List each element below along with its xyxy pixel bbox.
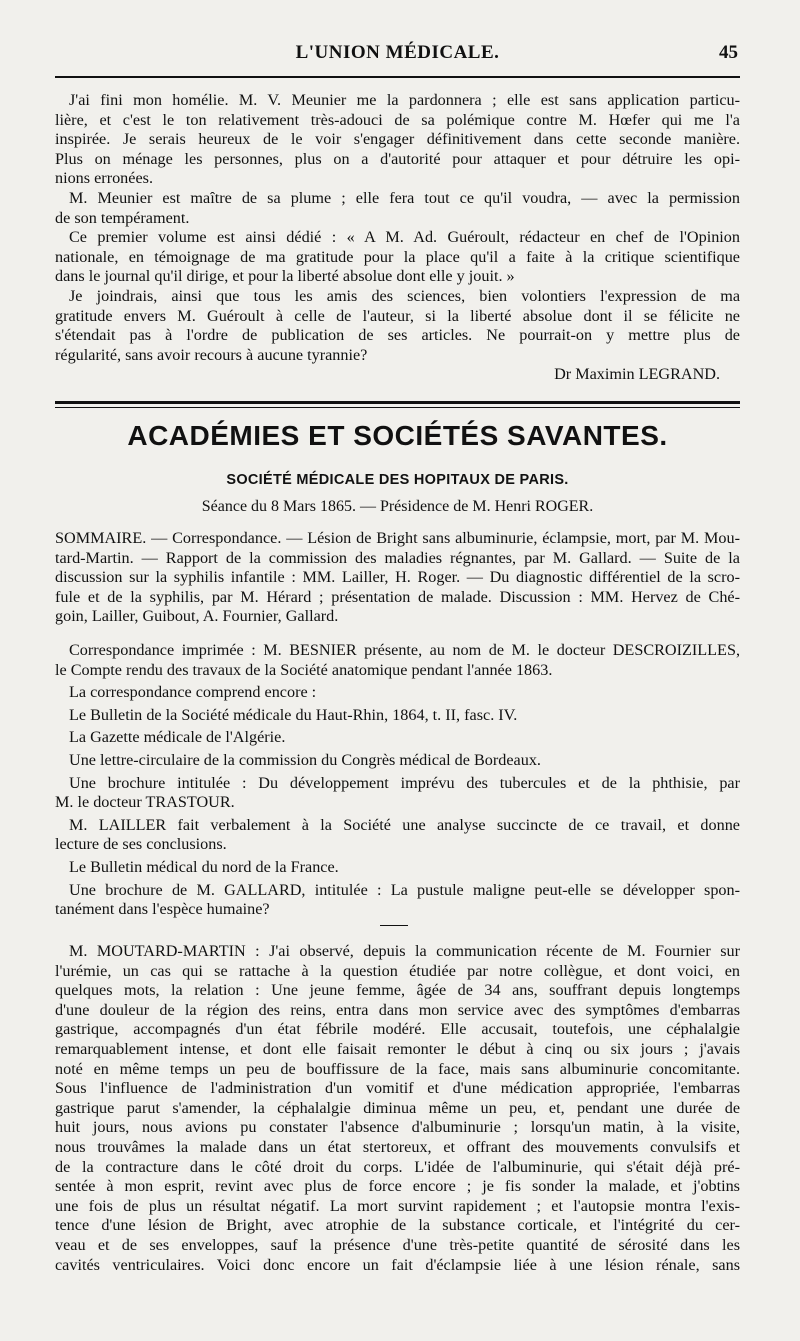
review-text [55,91,740,385]
text-line: gastrique, accompagnés d'un état fébrile modéré. Elle accusait, toutefois, une céphalalgie [55,1020,740,1039]
text-line: de son tempérament. [55,208,190,227]
text-line: goin, Lailler, Guibout, A. Fournier, Gallard. [55,607,339,626]
text-line: Je joindrais, ainsi que tous les amis des sciences, bien volontiers l'expression de ma [69,286,740,305]
text-line: Une lettre-circulaire de la commission du Congrès médical de Bordeaux. [69,750,541,769]
text-line: M. MOUTARD-MARTIN : J'ai observé, depuis la communication récente de M. Fournier sur [69,942,740,960]
text-line: nions erronées. [55,169,153,188]
text-line: gratitude envers M. Guéroult à celle de l'auteur, si la liberté absolue dont il se félicite ne [55,306,740,325]
text-line: discussion sur la syphilis infantile : MM. Lailler, H. Roger. — Du diagnostic différentiel de la scro- [55,568,740,587]
text-line: La Gazette médicale de l'Algérie. [69,728,286,747]
text-line: quelques mots, la relation : Une jeune femme, âgée de 34 ans, souffrant depuis longtemps [55,981,740,1000]
page-number: 45 [719,42,738,63]
text-line: Correspondance imprimée : M. BESNIER présente, au nom de M. le docteur DESCROIZILLES, [69,641,740,659]
text-line: tence d'une lésion de Bright, avec atrophie de la substance corticale, et l'intégrité du cer- [55,1216,740,1235]
summary [55,529,740,627]
separator-dash [380,925,408,926]
text-line: noté en même temps un peu de bouffissure de la face, mais sans albuminurie concomitante. [55,1059,740,1078]
correspondence [55,641,740,920]
text-line: de la contracture dans le côté droit du corps. L'idée de l'albuminurie, qui s'était déjà pré- [55,1157,740,1176]
text-line: Une brochure de M. GALLARD, intitulée : La pustule maligne peut-elle se développer spon- [69,880,740,899]
text-line: lière, et c'est le ton relativement très-adouci de sa polémique contre M. Hœfer qui me l'a [55,110,740,129]
text-line: sentée à mon esprit, revint avec plus de force encore ; je fis sonder la malade, et j'obtins [55,1177,740,1196]
text-line: l'urémie, un cas qui se rattache à la question étudiée par notre collègue, et dont voici, en [55,961,740,980]
section-title: ACADÉMIES ET SOCIÉTÉS SAVANTES. [127,420,668,451]
text-line: gastrique parut s'amender, la céphalalgie diminua même un peu, et, pendant une durée de [55,1098,740,1117]
header-rule [55,76,740,78]
section-rule-bottom [55,407,740,408]
text-line: nationale, en témoignage de ma gratitude pour la place qu'il a faite à la critique scientifique [55,247,740,266]
moutard-martin-text [55,942,740,1275]
text-line: tard-Martin. — Rapport de la commission des maladies régnantes, par M. Gallard. — Suite de la [55,548,740,567]
journal-title: L'UNION MÉDICALE. [295,42,500,63]
text-line: remarquablement intense, et dont elle faisait remonter le début à cinq ou six jours ; j'avais [55,1039,740,1058]
text-line: une fois de plus un résultat négatif. La mort survint rapidement ; et l'autopsie montra l'exis- [55,1196,740,1215]
text-line: fule et de la syphilis, par M. Hérard ; présentation de malade. Discussion : MM. Hervez de Ché- [55,587,740,606]
text-line: d'une douleur de la région des reins, entra dans mon service avec des symptômes d'embarras [55,1000,740,1019]
section-rule-top [55,401,740,404]
text-line: SOMMAIRE. — Correspondance. — Lésion de Bright sans albuminurie, éclampsie, mort, par M. Mou- [55,529,740,547]
text-line: lecture de ses conclusions. [55,835,227,854]
text-line: M. LAILLER fait verbalement à la Société une analyse succincte de ce travail, et donne [69,815,740,834]
text-line: M. le docteur TRASTOUR. [55,793,235,812]
text-line: M. Meunier est maître de sa plume ; elle fera tout ce qu'il voudra, — avec la permission [69,188,740,207]
text-line: Le Bulletin médical du nord de la France. [69,857,339,876]
text-line: Sous l'influence de l'administration d'un vomitif et d'une médication appropriée, l'embarras [55,1079,740,1098]
text-line: dans le journal qu'il dirige, et pour la liberté absolue dont elle y jouit. » [55,267,515,286]
text-line: Plus on ménage les personnes, plus on a d'autorité pour attaquer et pour détruire les opi- [55,149,740,168]
text-line: La correspondance comprend encore : [69,683,317,702]
text-line: nous trouvâmes la malade dans un état stertoreux, et offrant des mouvements convulsifs et [55,1137,740,1156]
text-line: Une brochure intitulée : Du développement imprévu des tubercules et de la phthisie, par [69,773,740,792]
text-line: huit jours, nous avions pu constater l'absence d'albuminurie ; lorsqu'un matin, à la visite, [55,1118,740,1137]
text-line: s'étendait pas à l'ordre de publication de ses articles. Ne pourrait-on y mettre plus de [55,326,740,345]
text-line: cavités ventriculaires. Voici donc encore un fait d'éclampsie liée à une lésion rénale, sans [55,1255,740,1274]
text-line: le Compte rendu des travaux de la Société anatomique pendant l'année 1863. [55,660,553,679]
text-line: Le Bulletin de la Société médicale du Haut-Rhin, 1864, t. II, fasc. IV. [69,705,518,724]
text-line: régularité, sans avoir recours à aucune tyrannie? [55,345,368,364]
session-line: Séance du 8 Mars 1865. — Présidence de M. Henri ROGER. [201,498,594,515]
text-line: tanément dans l'espèce humaine? [55,900,270,919]
society-title: SOCIÉTÉ MÉDICALE DES HOPITAUX DE PARIS. [226,472,569,488]
signature: Dr Maximin LEGRAND. [554,365,720,384]
text-line: inspirée. Je serais heureux de le voir s'engager définitivement dans cette seconde manière. [55,130,740,149]
text-line: Ce premier volume est ainsi dédié : « A M. Ad. Guéroult, rédacteur en chef de l'Opinion [69,228,740,247]
text-line: J'ai fini mon homélie. M. V. Meunier me la pardonnera ; elle est sans application particu- [69,91,740,109]
running-header [55,40,740,70]
text-line: veau et de ses enveloppes, sauf la présence d'une très-petite quantité de sérosité dans les [55,1235,740,1254]
